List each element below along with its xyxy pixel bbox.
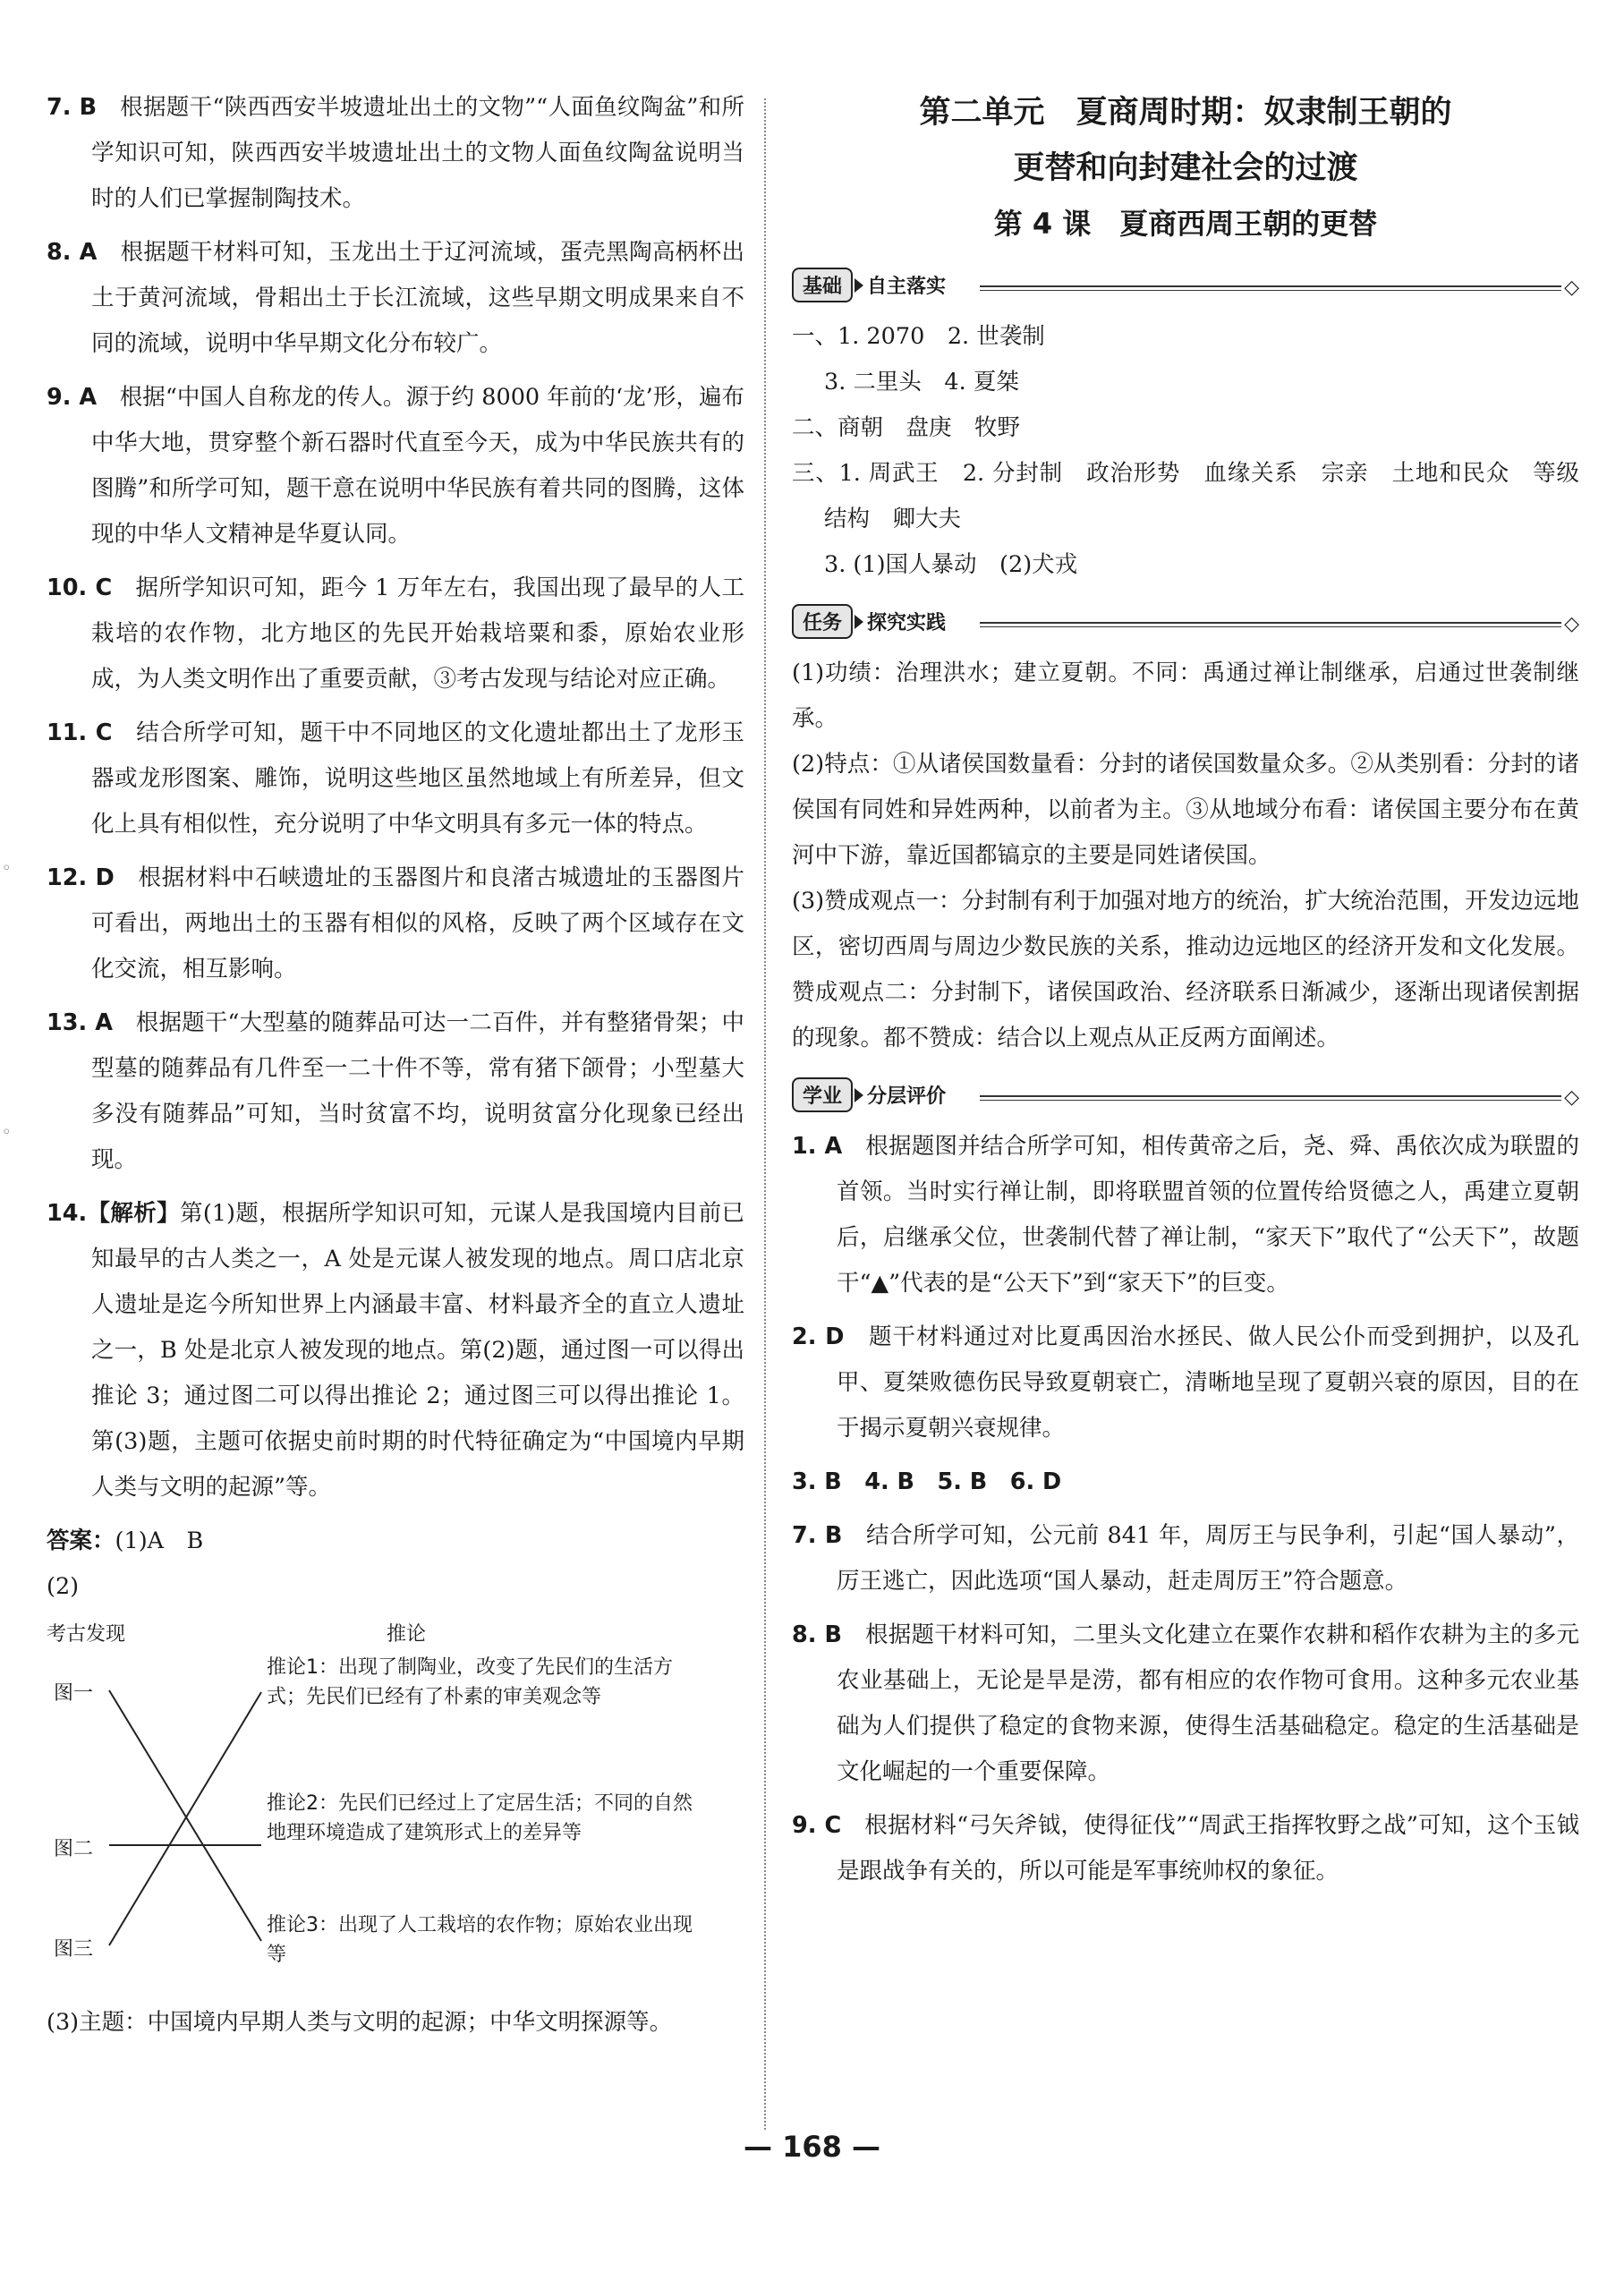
binding-mark: ◦ — [2, 1123, 12, 1142]
diagram-header-inferences: 推论 — [387, 1623, 427, 1646]
section-header-tasks — [792, 600, 1579, 640]
section-tag: 学业 — [792, 1077, 853, 1112]
section-label: 探究实践 — [867, 612, 947, 634]
ornament-icon: ◇ — [1564, 1086, 1579, 1109]
ornament-icon: ◇ — [1564, 277, 1579, 299]
answer-item-10: 10. C 据所学知识可知，距今 1 万年左右，我国出现了最早的人工栽培的农作物，北方地区的先民开始栽培粟和黍，原始农业形成，为人类文明作出了重要贡献，③考古发现与结论对应正确。 — [47, 574, 744, 693]
matching-diagram — [47, 1619, 691, 1995]
basics-line-1: 一、1. 2070 2. 世袭制 — [792, 323, 1045, 350]
evaluation-item-2: 2. D 题干材料通过对比夏禹因治水拯民、做人民公仆而受到拥护，以及孔甲、夏桀败德伤民导致夏朝衰亡，清晰地呈现了夏朝兴衰的原因，目的在于揭示夏朝兴衰规律。 — [792, 1323, 1579, 1442]
answer-14-part3: (3)主题：中国境内早期人类与文明的起源；中华文明探源等。 — [47, 2009, 673, 2036]
binding-mark: ◦ — [2, 859, 12, 878]
answer-item-11: 11. C 结合所学可知，题干中不同地区的文化遗址都出土了龙形玉器或龙形图案、雕饰，说明这些地区虽然地域上有所差异，但文化上具有相似性，充分说明了中华文明具有多元一体的特点。 — [47, 719, 744, 838]
diagram-find-1: 图一 — [54, 1682, 94, 1705]
task-answer-3: (3)赞成观点一：分封制有利于加强对地方的统治，扩大统治范围，开发边远地区，密切西周与周边少数民族的关系，推动边远地区的经济开发和文化发展。赞成观点二：分封制下，诸侯国政治、经济联系日渐减少，逐渐出现诸侯割据的现象。都不赞成：结合以上观点从正反两方面阐述。 — [792, 888, 1579, 1051]
evaluation-item-1: 1. A 根据题图并结合所学可知，相传黄帝之后，尧、舜、禹依次成为联盟的首领。当时实行禅让制，即将联盟首领的位置传给贤德之人，禹建立夏朝后，启继承父位，世袭制代替了禅让制，“家天下”取代了“公天下”，故题干“▲”代表的是“公天下”到“家天下”的巨变。 — [792, 1133, 1579, 1297]
section-label: 自主落实 — [867, 276, 947, 298]
evaluation-item-8: 8. B 根据题干材料可知，二里头文化建立在粟作农耕和稻作农耕为主的多元农业基础上，无论是旱是涝，都有相应的农作物可食用。这种多元农业基础为人们提供了稳定的食物来源，使得生活基础稳定。稳定的生活基础是文化崛起的一个重要保障。 — [792, 1621, 1579, 1785]
answer-14-part1: 答案：(1)A B — [47, 1527, 204, 1554]
diagram-inference-3: 推论3：出现了人工栽培的农作物；原始农业出现等 — [267, 1914, 693, 1966]
diagram-inference-1: 推论1：出现了制陶业，改变了先民们的生活方式；先民们已经有了朴素的审美观念等 — [267, 1656, 673, 1708]
unit-title-line-2: 更替和向封建社会的过渡 — [1013, 150, 1358, 186]
section-header-basics — [792, 264, 1579, 303]
page-number: — 168 — — [743, 2130, 881, 2164]
lesson-title: 第 4 课 夏商西周王朝的更替 — [993, 207, 1378, 241]
basics-line-5: 3. (1)国人暴动 (2)犬戎 — [824, 551, 1078, 578]
answer-item-8: 8. A 根据题干材料可知，玉龙出土于辽河流域，蛋壳黑陶高柄杯出土于黄河流域，骨耜出土于长江流域，这些早期文明成果来自不同的流域，说明中华早期文化分布较广。 — [47, 239, 744, 357]
arrow-icon — [855, 1088, 863, 1102]
evaluation-item-9: 9. C 根据材料“弓矢斧钺，使得征伐”“周武王指挥牧野之战”可知，这个玉钺是跟战争有关的，所以可能是军事统帅权的象征。 — [792, 1812, 1579, 1885]
basics-line-3: 二、商朝 盘庚 牧野 — [792, 414, 1021, 441]
column-divider — [764, 98, 766, 2130]
section-tag: 基础 — [792, 268, 853, 302]
answer-item-9: 9. A 根据“中国人自称龙的传人。源于约 8000 年前的‘龙’形，遍布中华大地，贯穿整个新石器时代直至今天，成为中华民族共有的图腾”和所学可知，题干意在说明中华民族有着共同的图腾，这体现的中华人文精神是华夏认同。 — [47, 384, 744, 548]
answer-item-14: 14.【解析】第(1)题，根据所学知识可知，元谋人是我国境内目前已知最早的古人类之一，A 处是元谋人被发现的地点。周口店北京人遗址是迄今所知世界上内涵最丰富、材料最齐全的直立人遗址之一，B 处是北京人被发现的地点。第(2)题，通过图一可以得出推论 3；通过图二可以得出推论 2；通过图三可以得出推论 1。第(3)题，主题可依据史前时期的时代特征确定为“中国境内早期人类与文明的起源”等。 — [47, 1200, 744, 1501]
answer-14-part2: (2) — [47, 1573, 80, 1600]
ornament-icon: ◇ — [1564, 613, 1579, 635]
left-column — [47, 85, 744, 2046]
answer-item-12: 12. D 根据材料中石峡遗址的玉器图片和良渚古城遗址的玉器图片可看出，两地出土的玉器有相似的风格，反映了两个区域存在文化交流，相互影响。 — [47, 864, 744, 983]
section-header-evaluation — [792, 1074, 1579, 1113]
task-answer-2: (2)特点：①从诸侯国数量看：分封的诸侯国数量众多。②从类别看：分封的诸侯国有同姓和异姓两种，以前者为主。③从地域分布看：诸侯国主要分布在黄河中下游，靠近国都镐京的主要是同姓诸侯国。 — [792, 751, 1579, 869]
section-label: 分层评价 — [867, 1085, 947, 1108]
section-rule — [980, 285, 1561, 291]
section-tag: 任务 — [792, 604, 853, 639]
diagram-find-3: 图三 — [54, 1938, 94, 1961]
right-column — [792, 85, 1579, 1902]
diagram-inference-2: 推论2：先民们已经过上了定居生活；不同的自然地理环境造成了建筑形式上的差异等 — [267, 1792, 693, 1844]
diagram-header-finds: 考古发现 — [47, 1623, 126, 1646]
answer-item-13: 13. A 根据题干“大型墓的随葬品可达一二百件，并有整猪骨架；中型墓的随葬品有几件至一二十件不等，常有猪下颌骨；小型墓大多没有随葬品”可知，当时贫富不均，说明贫富分化现象已经出现。 — [47, 1009, 744, 1173]
arrow-icon — [855, 278, 863, 293]
answer-item-7: 7. B 根据题干“陕西西安半坡遗址出土的文物”“人面鱼纹陶盆”和所学知识可知，陕西西安半坡遗址出土的文物人面鱼纹陶盆说明当时的人们已掌握制陶技术。 — [47, 94, 744, 212]
evaluation-item-7: 7. B 结合所学可知，公元前 841 年，周厉王与民争利，引起“国人暴动”，厉王逃亡，因此选项“国人暴动，赶走周厉王”符合题意。 — [792, 1522, 1579, 1595]
basics-line-4: 三、1. 周武王 2. 分封制 政治形势 血缘关系 宗亲 土地和民众 等级结构 卿大夫 — [792, 460, 1579, 532]
arrow-icon — [855, 615, 863, 629]
task-answer-1: (1)功绩：治理洪水；建立夏朝。不同：禹通过禅让制继承，启通过世袭制继承。 — [792, 659, 1579, 732]
diagram-find-2: 图二 — [54, 1838, 94, 1860]
section-rule — [980, 1095, 1561, 1101]
section-rule — [980, 622, 1561, 627]
evaluation-item-3-6: 3. B 4. B 5. B 6. D — [792, 1468, 1062, 1495]
unit-title-line-1: 第二单元 夏商周时期：奴隶制王朝的 — [919, 95, 1452, 131]
basics-line-2: 3. 二里头 4. 夏桀 — [824, 369, 1019, 396]
